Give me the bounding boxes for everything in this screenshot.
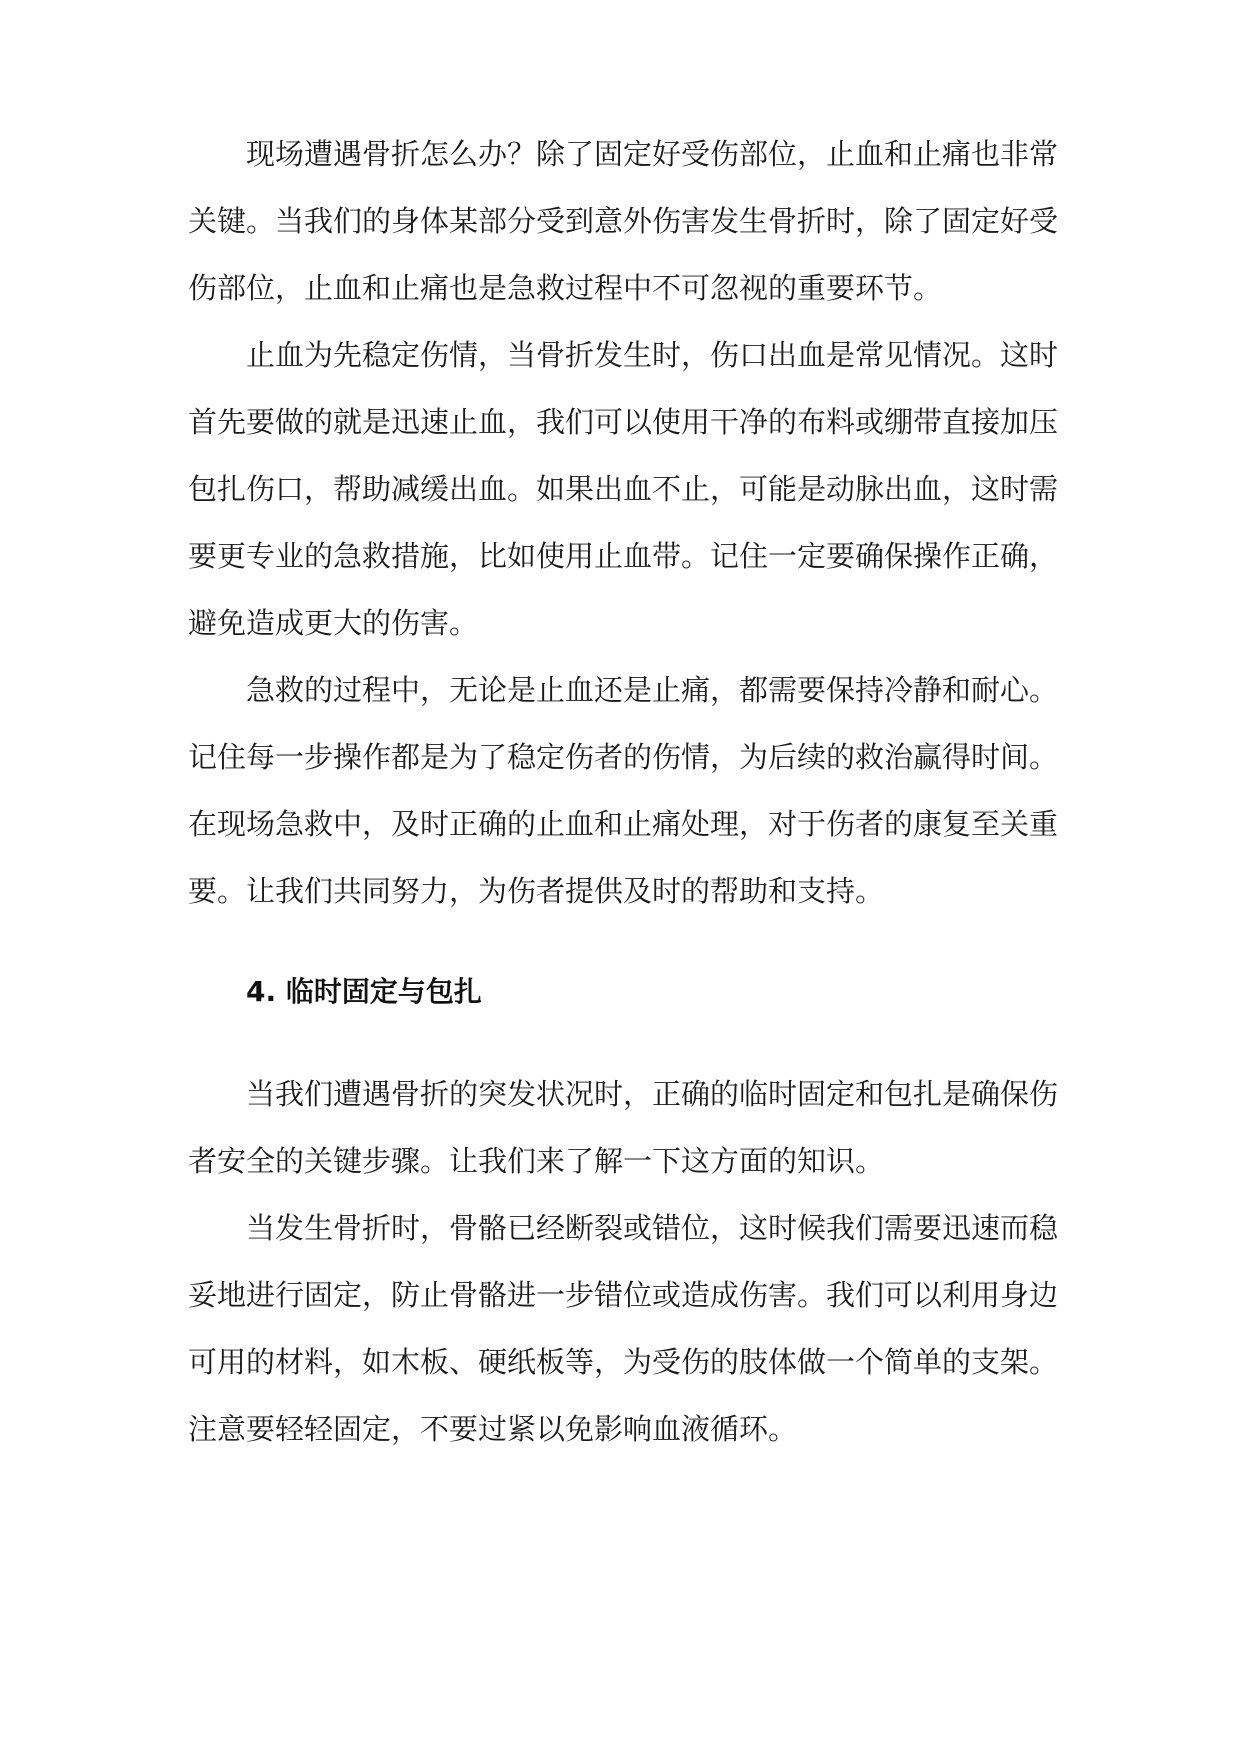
section-paragraph-2-line-2: 妥地进行固定，防止骨骼进一步错位或造成伤害。我们可以利用身边 (188, 1278, 1059, 1312)
section-paragraph-2-line-4: 注意要轻轻固定，不要过紧以免影响血液循环。 (188, 1412, 798, 1446)
section-paragraph-1-line-2: 者安全的关键步骤。让我们来了解一下这方面的知识。 (188, 1144, 885, 1178)
paragraph-1-line-1: 现场遭遇骨折怎么办？除了固定好受伤部位，止血和止痛也非常 (246, 137, 1059, 171)
paragraph-3-line-1: 急救的过程中，无论是止血还是止痛，都需要保持冷静和耐心。 (246, 673, 1059, 707)
paragraph-1-line-3: 伤部位，止血和止痛也是急救过程中不可忽视的重要环节。 (188, 271, 943, 305)
paragraph-1-line-2: 关键。当我们的身体某部分受到意外伤害发生骨折时，除了固定好受 (188, 204, 1059, 238)
paragraph-2-line-5: 避免造成更大的伤害。 (188, 606, 479, 640)
section-heading: 4. 临时固定与包扎 (246, 975, 482, 1008)
section-paragraph-1-line-1: 当我们遭遇骨折的突发状况时，正确的临时固定和包扎是确保伤 (246, 1077, 1059, 1111)
paragraph-2-line-4: 要更专业的急救措施，比如使用止血带。记住一定要确保操作正确， (188, 539, 1059, 573)
paragraph-3-line-3: 在现场急救中，及时正确的止血和止痛处理，对于伤者的康复至关重 (188, 807, 1059, 841)
section-paragraph-2-line-3: 可用的材料，如木板、硬纸板等，为受伤的肢体做一个简单的支架。 (188, 1345, 1059, 1379)
paragraph-2-line-2: 首先要做的就是迅速止血，我们可以使用干净的布料或绷带直接加压 (188, 405, 1059, 439)
section-paragraph-2-line-1: 当发生骨折时，骨骼已经断裂或错位，这时候我们需要迅速而稳 (246, 1211, 1059, 1245)
paragraph-2-line-1: 止血为先稳定伤情，当骨折发生时，伤口出血是常见情况。这时 (246, 338, 1059, 372)
paragraph-2-line-3: 包扎伤口，帮助减缓出血。如果出血不止，可能是动脉出血，这时需 (188, 472, 1059, 506)
paragraph-3-line-2: 记住每一步操作都是为了稳定伤者的伤情，为后续的救治赢得时间。 (188, 740, 1059, 774)
paragraph-3-line-4: 要。让我们共同努力，为伤者提供及时的帮助和支持。 (188, 874, 885, 908)
